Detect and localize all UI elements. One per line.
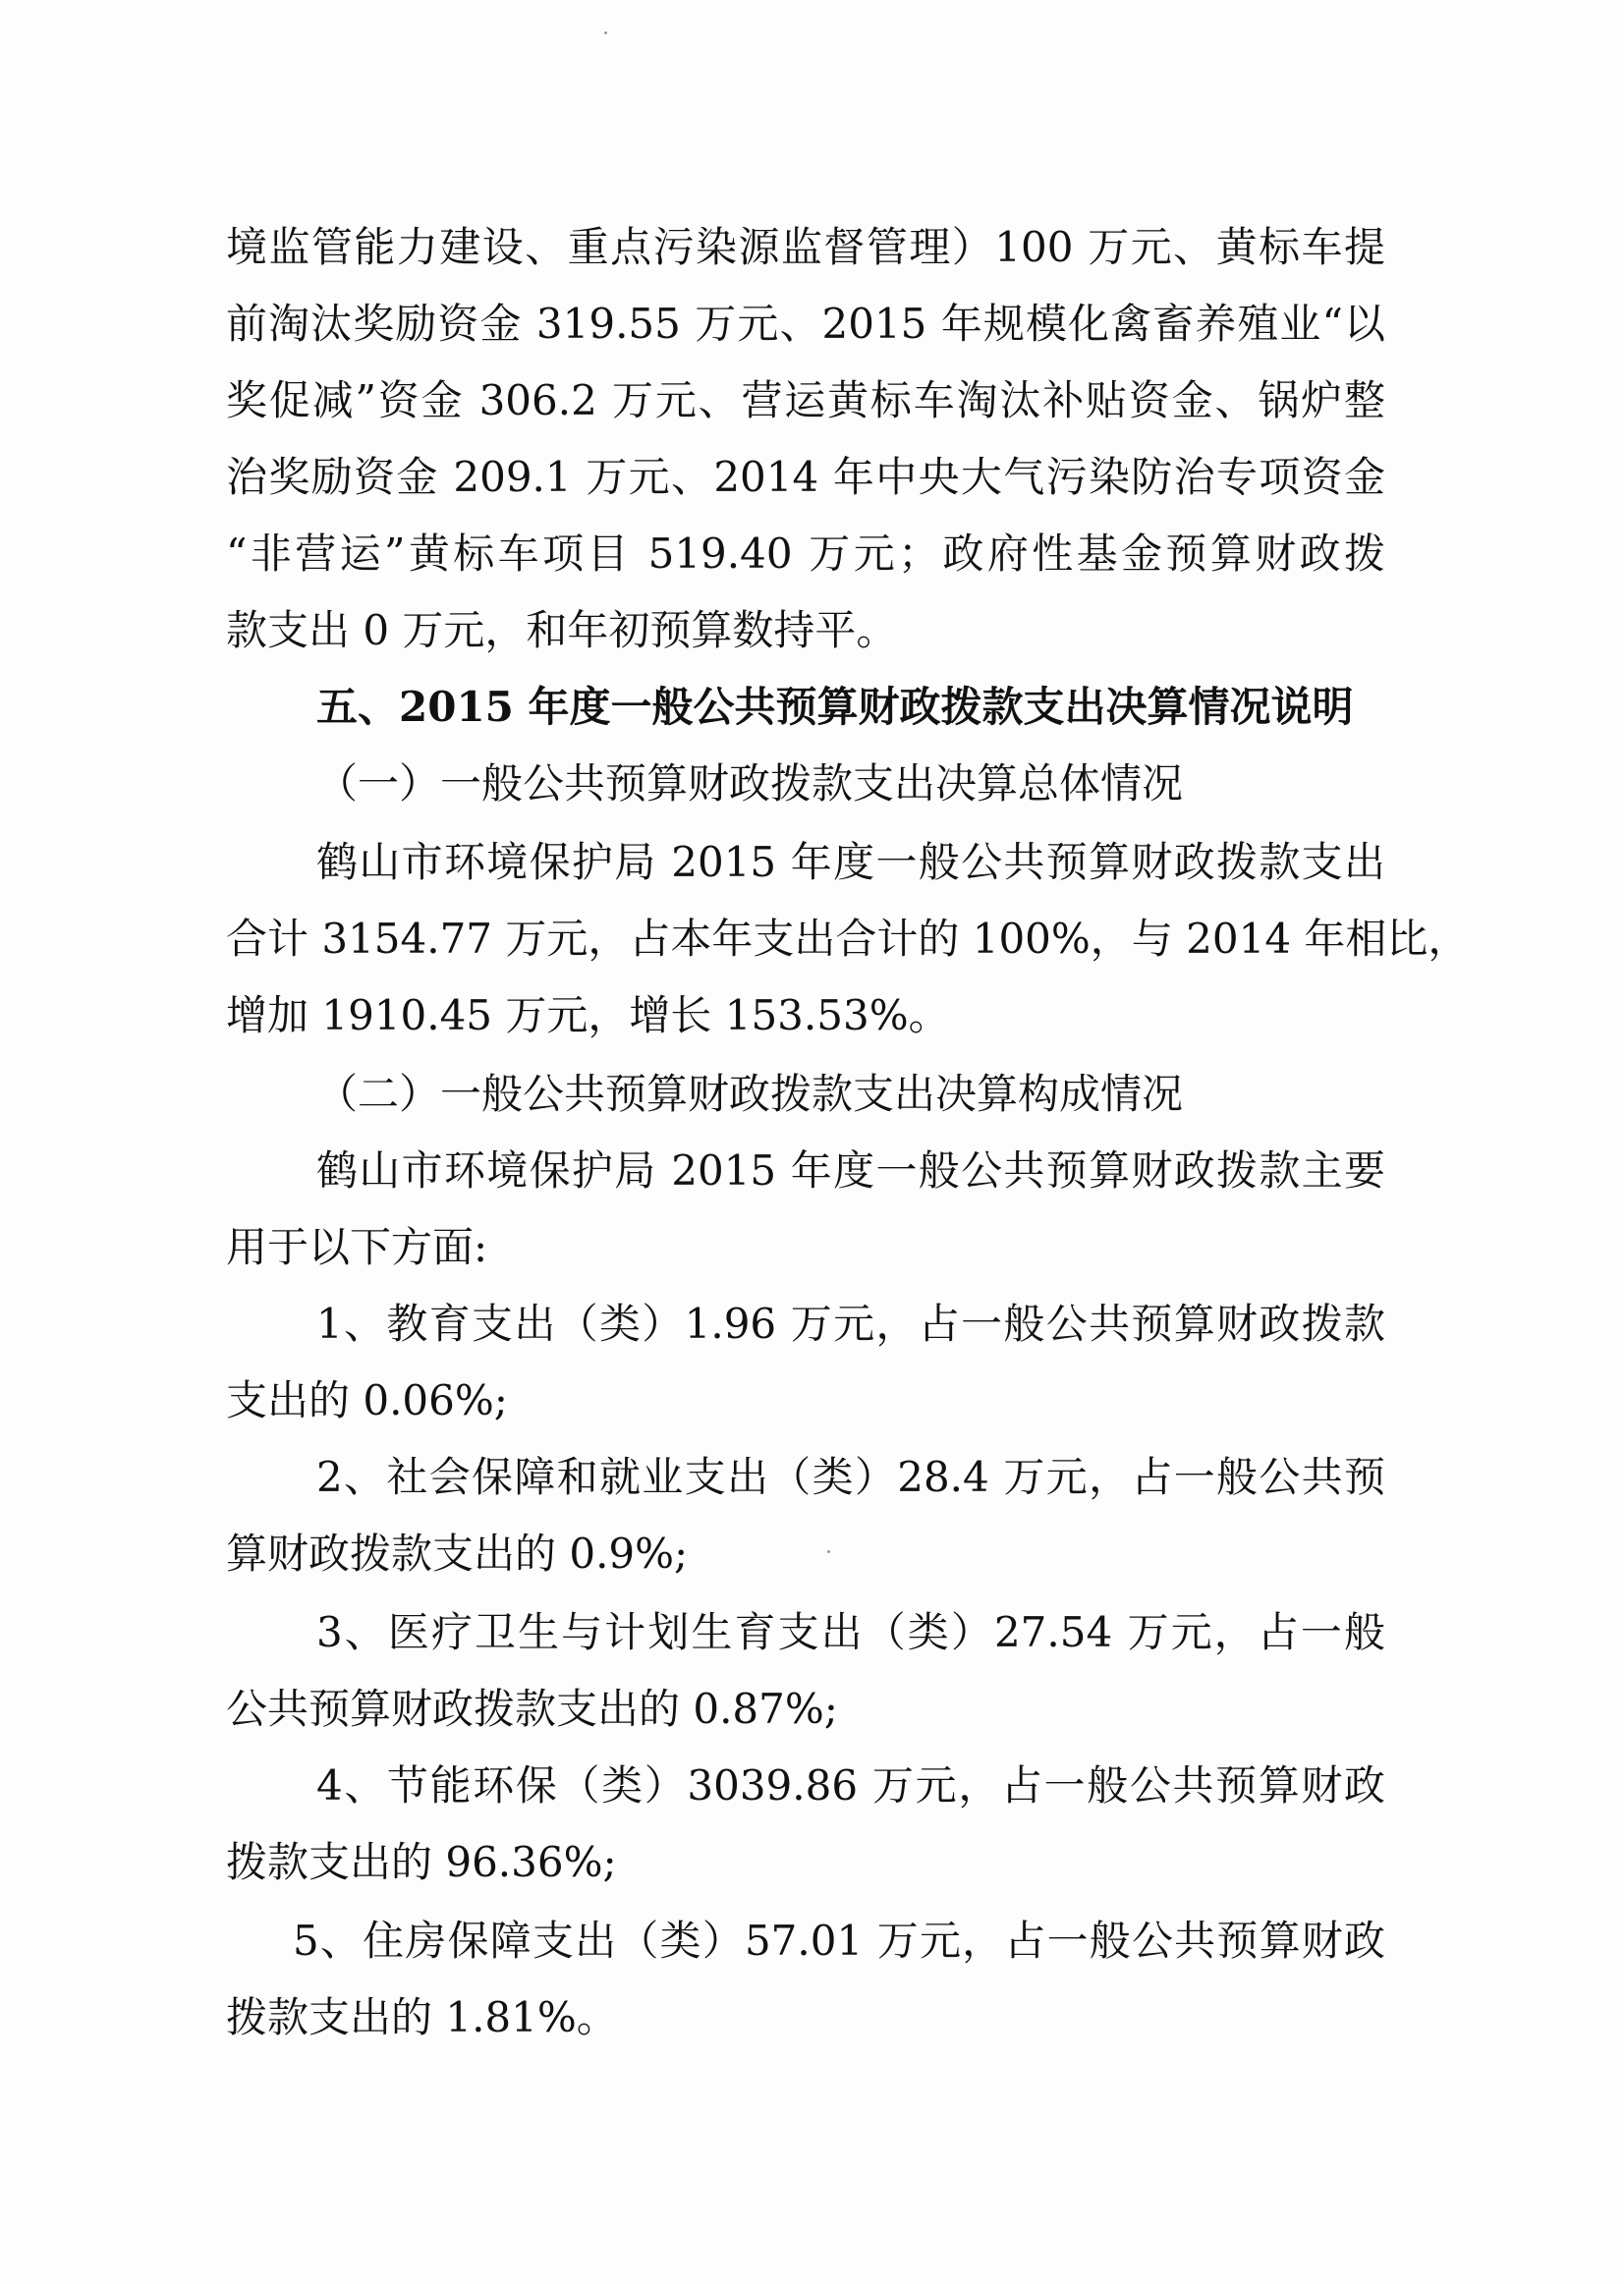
paragraph-line: “非营运”黄标车项目 519.40 万元；政府性基金预算财政拨 [226,529,1385,578]
list-item-continuation: 支出的 0.06%; [226,1376,508,1424]
paragraph-line: 奖促减”资金 306.2 万元、营运黄标车淘汰补贴资金、锅炉整 [226,376,1385,424]
list-item-continuation: 拨款支出的 96.36%; [226,1838,617,1886]
paragraph-line: 用于以下方面: [226,1223,488,1271]
paragraph-line: 鹤山市环境保护局 2015 年度一般公共预算财政拨款支出 [316,838,1385,886]
paragraph-line: 治奖励资金 209.1 万元、2014 年中央大气污染防治专项资金 [226,453,1385,501]
list-item: 1、教育支出（类）1.96 万元，占一般公共预算财政拨款 [316,1300,1385,1348]
list-item: 4、节能环保（类）3039.86 万元，占一般公共预算财政 [316,1761,1385,1810]
list-item: 2、社会保障和就业支出（类）28.4 万元，占一般公共预 [316,1453,1385,1501]
list-item-continuation: 拨款支出的 1.81%。 [226,1993,618,2041]
list-item: 5、住房保障支出（类）57.01 万元，占一般公共预算财政 [293,1917,1385,1965]
section-heading: 五、2015 年度一般公共预算财政拨款支出决算情况说明 [316,683,1354,731]
paragraph-line: 合计 3154.77 万元，占本年支出合计的 100%，与 2014 年相比， [226,915,1470,963]
paragraph-line: 鹤山市环境保护局 2015 年度一般公共预算财政拨款主要 [316,1146,1385,1195]
paragraph-line: 境监管能力建设、重点污染源监督管理）100 万元、黄标车提 [226,223,1385,271]
scan-speck [604,31,607,34]
list-item-continuation: 算财政拨款支出的 0.9%; [226,1530,689,1578]
paragraph-line: 款支出 0 万元，和年初预算数持平。 [226,606,898,654]
scan-speck [827,1550,830,1553]
subsection-title: （二）一般公共预算财政拨款支出决算构成情况 [316,1070,1184,1118]
subsection-title: （一）一般公共预算财政拨款支出决算总体情况 [316,759,1184,808]
paragraph-line: 前淘汰奖励资金 319.55 万元、2015 年规模化禽畜养殖业“以 [226,300,1385,348]
list-item-continuation: 公共预算财政拨款支出的 0.87%; [226,1685,838,1733]
list-item: 3、医疗卫生与计划生育支出（类）27.54 万元，占一般 [316,1608,1385,1656]
paragraph-line: 增加 1910.45 万元，增长 153.53%。 [226,991,950,1039]
